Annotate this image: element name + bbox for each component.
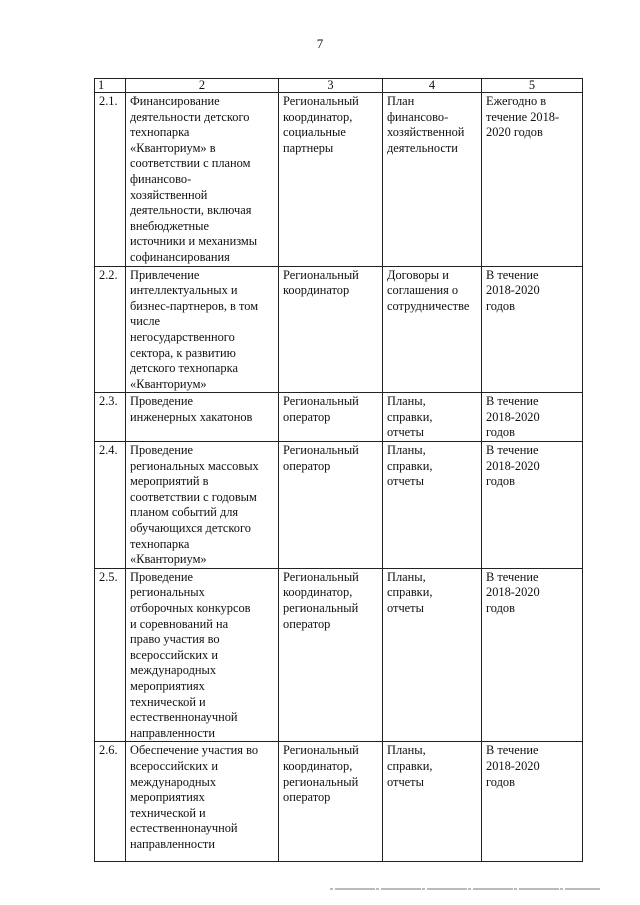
column-header: 1: [95, 79, 126, 93]
column-header: 3: [279, 79, 383, 93]
responsible-cell: Региональный оператор: [279, 442, 383, 569]
row-number: 2.1.: [95, 93, 126, 267]
activity-cell: Проведение региональных отборочных конкурсов и соревнований на право участия во всероссийских и международных мероприятиях технической и естественнонаучной направленности: [126, 568, 279, 742]
timing-cell: В течение 2018-2020 годов: [482, 393, 583, 442]
timing-cell: В течение 2018-2020 годов: [482, 742, 583, 862]
action-plan-table: [94, 78, 583, 862]
page-number: 7: [316, 36, 324, 51]
responsible-cell: Региональный координатор, региональный оператор: [279, 742, 383, 862]
timing-cell: В течение 2018-2020 годов: [482, 568, 583, 742]
document-cell: Планы, справки, отчеты: [383, 742, 482, 862]
activity-cell: Обеспечение участия во всероссийских и международных мероприятиях технической и естественнонаучной направленности: [126, 742, 279, 862]
row-number: 2.4.: [95, 442, 126, 569]
activity-cell: Проведение инженерных хакатонов: [126, 393, 279, 442]
document-cell: Планы, справки, отчеты: [383, 393, 482, 442]
table-row: [95, 568, 583, 742]
responsible-cell: Региональный координатор, социальные партнеры: [279, 93, 383, 267]
timing-cell: В течение 2018-2020 годов: [482, 266, 583, 393]
row-number: 2.2.: [95, 266, 126, 393]
table-row: [95, 393, 583, 442]
row-number: 2.6.: [95, 742, 126, 862]
responsible-cell: Региональный координатор: [279, 266, 383, 393]
row-number: 2.3.: [95, 393, 126, 442]
timing-cell: В течение 2018-2020 годов: [482, 442, 583, 569]
document-cell: Планы, справки, отчеты: [383, 442, 482, 569]
row-number: 2.5.: [95, 568, 126, 742]
responsible-cell: Региональный оператор: [279, 393, 383, 442]
column-header: 2: [126, 79, 279, 93]
column-header: 5: [482, 79, 583, 93]
activity-cell: Проведение региональных массовых мероприятий в соответствии с годовым планом событий для обучающихся детского технопарка «Кванториум»: [126, 442, 279, 569]
document-cell: Договоры и соглашения о сотрудничестве: [383, 266, 482, 393]
column-header: 4: [383, 79, 482, 93]
timing-cell: Ежегодно в течение 2018- 2020 годов: [482, 93, 583, 267]
table-row: [95, 742, 583, 862]
activity-cell: Финансирование деятельности детского технопарка «Кванториум» в соответствии с планом финансово- хозяйственной деятельности, включая внебюджетные источники и механизмы софинансирования: [126, 93, 279, 267]
table-row: [95, 93, 583, 267]
table-row: [95, 442, 583, 569]
document-cell: План финансово- хозяйственной деятельности: [383, 93, 482, 267]
activity-cell: Привлечение интеллектуальных и бизнес-партнеров, в том числе негосударственного сектора, к развитию детского технопарка «Кванториум»: [126, 266, 279, 393]
table-header-row: [95, 79, 583, 93]
document-cell: Планы, справки, отчеты: [383, 568, 482, 742]
table-row: [95, 266, 583, 393]
responsible-cell: Региональный координатор, региональный оператор: [279, 568, 383, 742]
scan-artifact-line: [0, 887, 640, 891]
